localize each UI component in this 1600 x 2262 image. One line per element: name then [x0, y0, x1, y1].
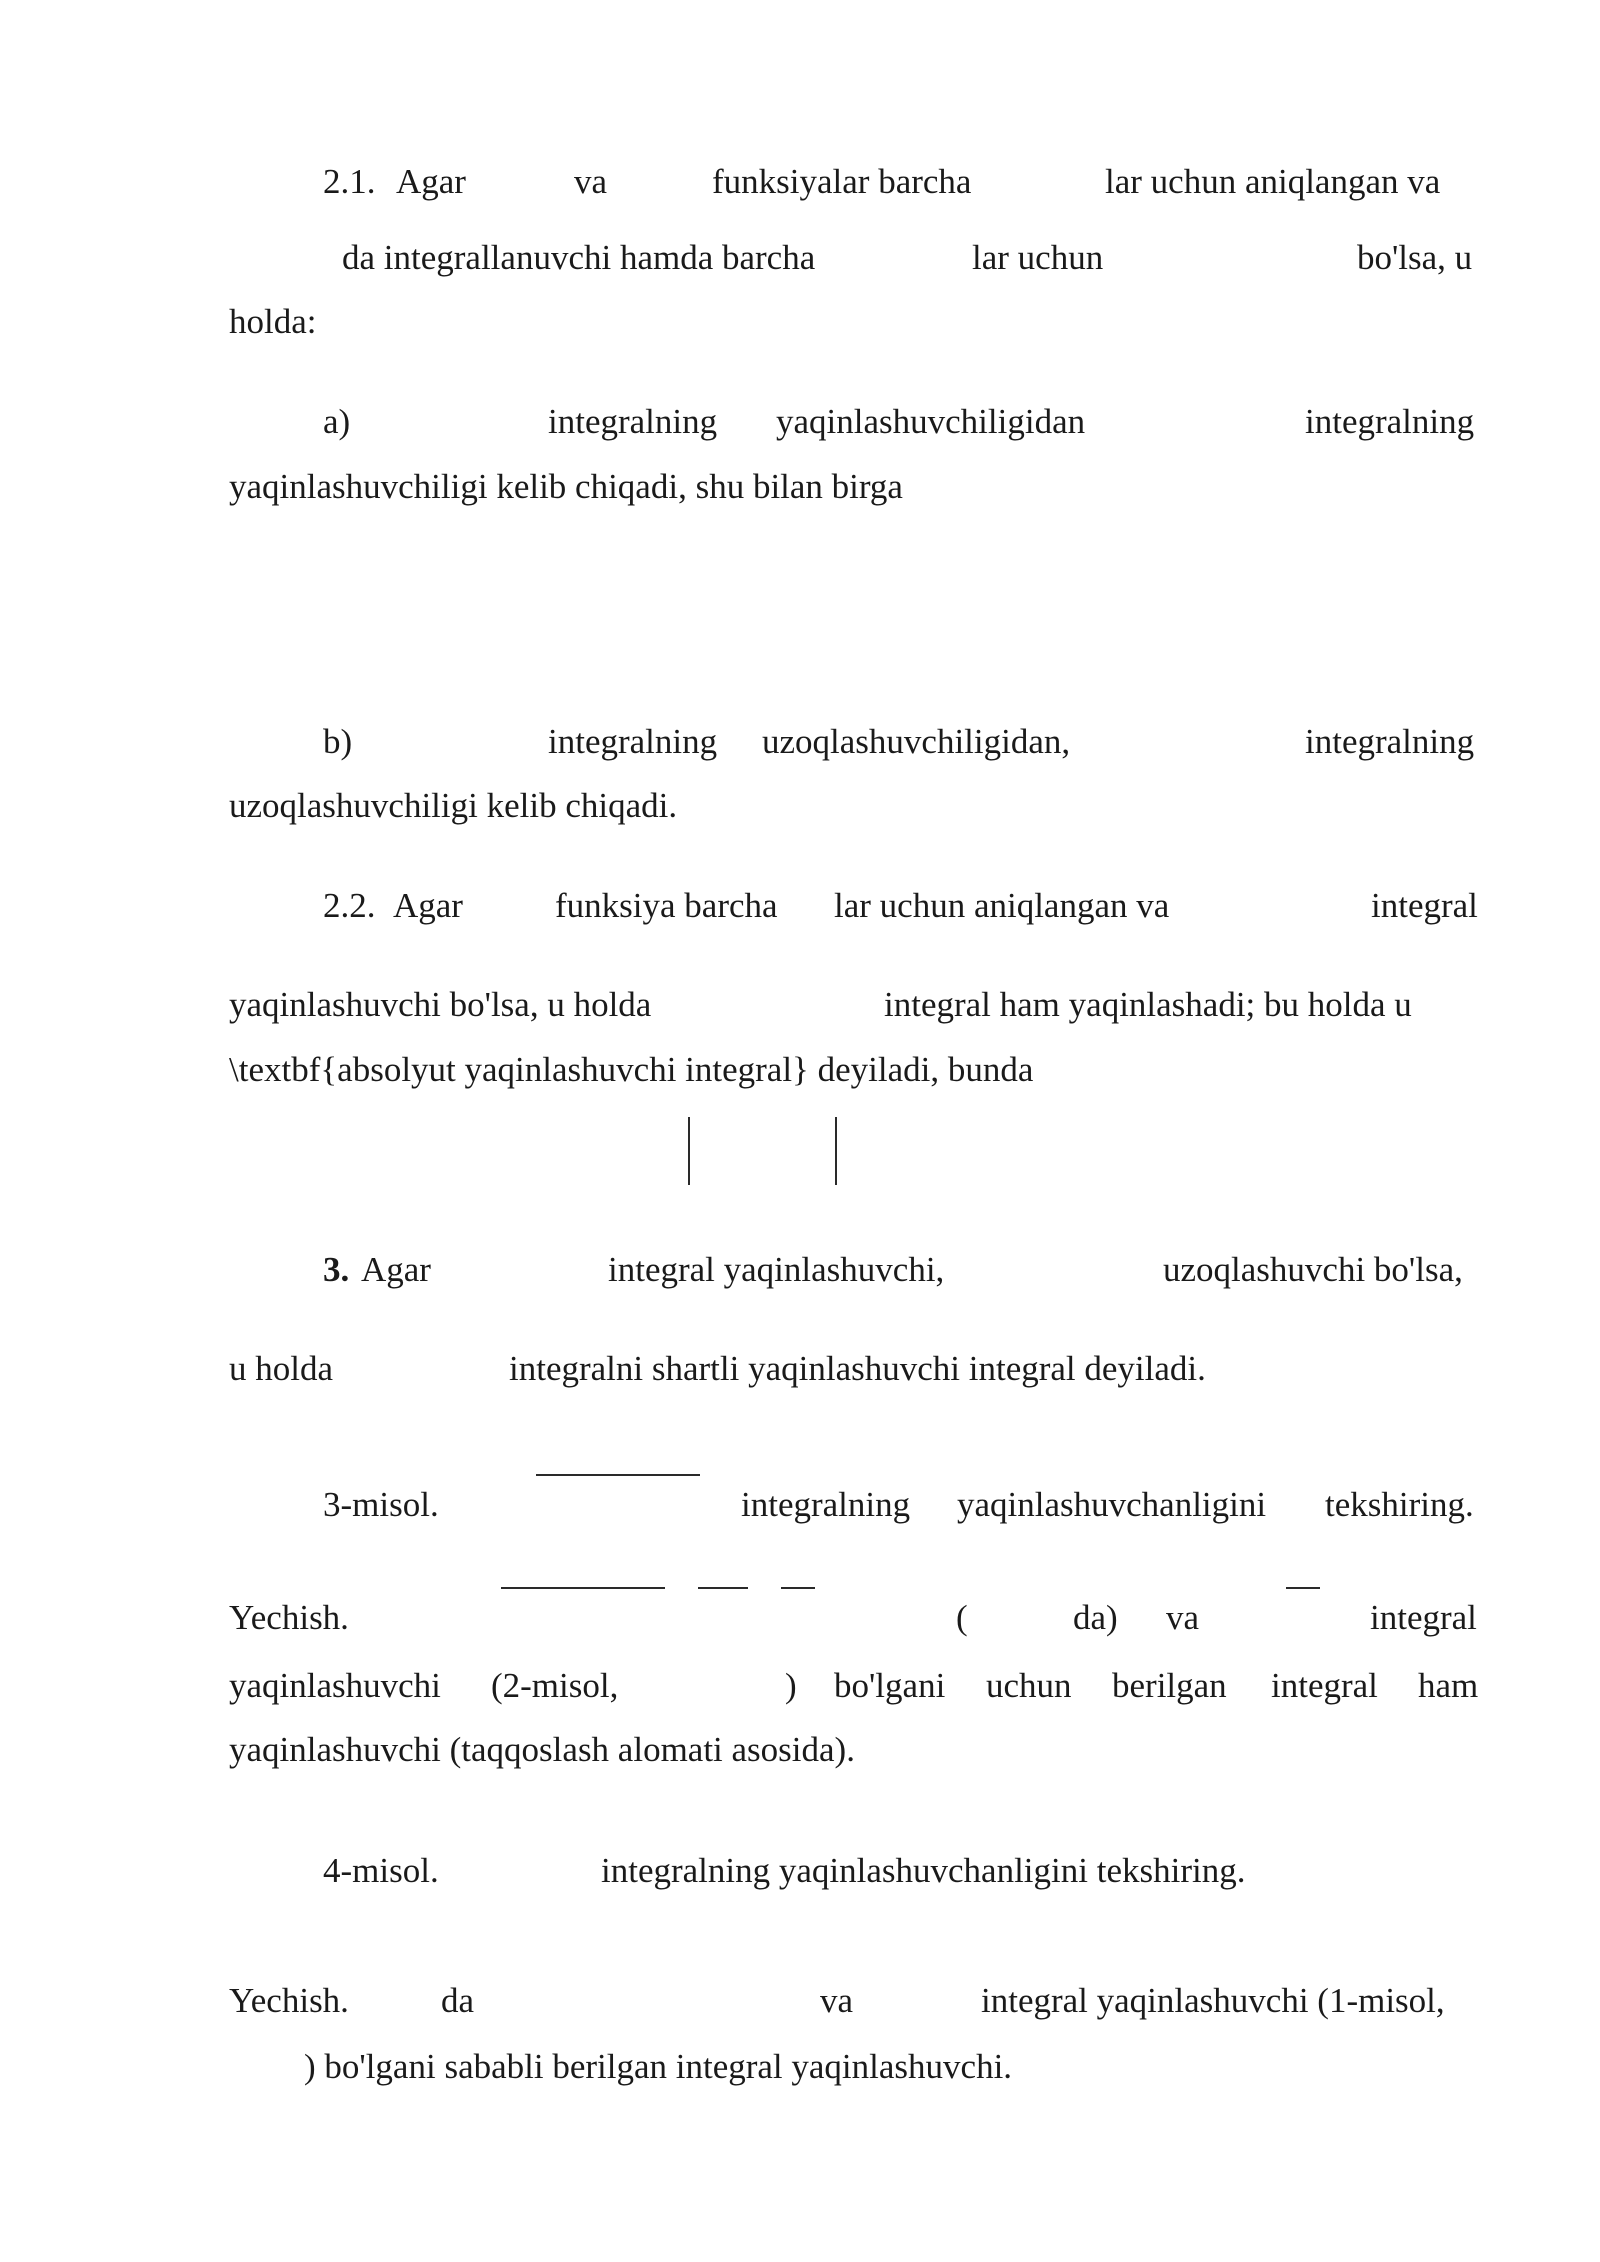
ex3-yechish: Yechish.	[229, 1598, 349, 1637]
pa-label: a)	[323, 402, 351, 441]
ex3-line2b: (2-misol,	[491, 1666, 619, 1705]
p22-agar: Agar	[393, 886, 463, 925]
p3-uzoq: uzoqlashuvchi bo'lsa,	[1163, 1250, 1463, 1289]
ex3-da: da)	[1073, 1598, 1118, 1637]
fraction-bar	[781, 1587, 815, 1589]
pb-label: b)	[323, 722, 353, 761]
ex3-line2d: bo'lgani	[834, 1666, 946, 1705]
ex3-line2h: ham	[1418, 1666, 1479, 1705]
p3-integral-yaq: integral yaqinlashuvchi,	[608, 1250, 945, 1289]
pa-line2: yaqinlashuvchiligi kelib chiqadi, shu bilan birga	[229, 467, 903, 506]
ex3-line2c: )	[785, 1666, 797, 1705]
p22-funksiya: funksiya barcha	[555, 886, 778, 925]
fraction-bar	[501, 1587, 665, 1589]
pa-integralning-2: integralning	[1305, 402, 1475, 441]
ex3-va: va	[1166, 1598, 1200, 1637]
ex3-line2g: integral	[1271, 1666, 1378, 1705]
pa-yaqinlashuvchiligidan: yaqinlashuvchiligidan	[776, 402, 1086, 441]
p21-line2-lar-uchun: lar uchun	[972, 238, 1104, 277]
abs-bar-left	[688, 1117, 690, 1185]
p3-number: 3.	[323, 1250, 350, 1289]
abs-bar-right	[835, 1117, 837, 1185]
pb-line2: uzoqlashuvchiligi kelib chiqadi.	[229, 786, 678, 825]
p3-agar: Agar	[361, 1250, 431, 1289]
p22-line3: \textbf{absolyut yaqinlashuvchi integral} deyiladi, bunda	[229, 1050, 1034, 1089]
p3-uholda: u holda	[229, 1349, 334, 1388]
pb-integralning-1: integralning	[548, 722, 718, 761]
ex3-line2f: berilgan	[1112, 1666, 1227, 1705]
pb-integralning-2: integralning	[1305, 722, 1475, 761]
p21-lar-uchun: lar uchun aniqlangan va	[1105, 162, 1441, 201]
p22-integral: integral	[1371, 886, 1478, 925]
ex4-va: va	[820, 1981, 854, 2020]
ex3-integral: integral	[1370, 1598, 1477, 1637]
ex3-integralning: integralning	[741, 1485, 911, 1524]
p22-line2-rest: integral ham yaqinlashadi; bu holda u	[884, 985, 1412, 1024]
p21-va: va	[574, 162, 608, 201]
p21-line3: holda:	[229, 302, 317, 341]
pa-integralning-1: integralning	[548, 402, 718, 441]
ex3-line3: yaqinlashuvchi (taqqoslash alomati asosida).	[229, 1730, 855, 1769]
p3-rest: integralni shartli yaqinlashuvchi integral deyiladi.	[509, 1349, 1206, 1388]
ex4-label: 4-misol.	[323, 1851, 439, 1890]
ex3-label: 3-misol.	[323, 1485, 439, 1524]
p21-line2-bolsa: bo'lsa, u	[1357, 238, 1473, 277]
ex3-line2e: uchun	[986, 1666, 1072, 1705]
fraction-bar	[536, 1474, 700, 1476]
ex3-tekshiring: tekshiring.	[1325, 1485, 1474, 1524]
ex4-da: da	[441, 1981, 475, 2020]
fraction-bar	[698, 1587, 748, 1589]
ex4-rest: integralning yaqinlashuvchanligini tekshiring.	[601, 1851, 1246, 1890]
p21-line2-start: da integrallanuvchi hamda barcha	[342, 238, 816, 277]
p21-number: 2.1.	[323, 162, 376, 201]
p22-line2-start: yaqinlashuvchi bo'lsa, u holda	[229, 985, 652, 1024]
p21-funksiyalar: funksiyalar barcha	[712, 162, 972, 201]
ex4-yechish: Yechish.	[229, 1981, 349, 2020]
p22-number: 2.2.	[323, 886, 376, 925]
ex4-line2: ) bo'lgani sababli berilgan integral yaqinlashuvchi.	[304, 2047, 1013, 2086]
ex3-line2a: yaqinlashuvchi	[229, 1666, 441, 1705]
ex4-sol-rest: integral yaqinlashuvchi (1-misol,	[981, 1981, 1445, 2020]
pb-uzoqlashuvchiligidan: uzoqlashuvchiligidan,	[762, 722, 1071, 761]
p21-agar: Agar	[396, 162, 466, 201]
ex3-yaqinlashuvchanligini: yaqinlashuvchanligini	[957, 1485, 1267, 1524]
fraction-bar	[1286, 1587, 1320, 1589]
ex3-paren: (	[956, 1598, 968, 1637]
p22-lar-uchun: lar uchun aniqlangan va	[834, 886, 1170, 925]
